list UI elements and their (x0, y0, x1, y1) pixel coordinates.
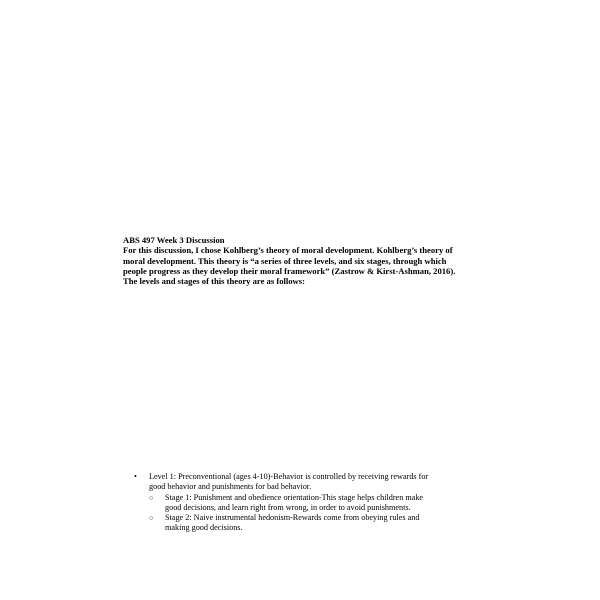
intro-line: moral development. This theory is “a series of three levels, and six stages, through which (123, 255, 447, 266)
level-1-stages-list (149, 493, 494, 534)
bullet-icon: • (134, 472, 137, 481)
document-title: ABS 497 Week 3 Discussion (123, 235, 225, 245)
level-1-text-line: Level 1: Preconventional (ages 4-10)-Behavior is controlled by receiving rewards for (149, 472, 429, 481)
hollow-bullet-icon: ○ (149, 493, 154, 502)
discussion-heading-block (123, 235, 493, 286)
list-item-stage-1 (149, 493, 494, 514)
list-item-level-1 (134, 472, 494, 493)
levels-list (134, 472, 494, 534)
intro-line: people progress as they develop their moral framework” (Zastrow & Kirst-Ashman, 2016). (123, 265, 456, 276)
stage-1-text-line: good decisions, and learn right from wrong, in order to avoid punishments. (165, 502, 411, 512)
level-1-text-line: good behavior and punishments for bad behavior. (149, 482, 312, 492)
list-item-stage-2 (149, 513, 494, 534)
intro-line: For this discussion, I chose Kohlberg’s theory of moral development. Kohlberg’s theory of (123, 245, 453, 256)
stage-2-text-line: Stage 2: Naive instrumental hedonism-Rewards come from obeying rules and (165, 513, 420, 523)
stage-1-text-line: Stage 1: Punishment and obedience orientation-This stage helps children make (165, 492, 424, 502)
intro-line: The levels and stages of this theory are as follows: (123, 276, 305, 287)
stage-2-text-line: making good decisions. (165, 523, 243, 533)
hollow-bullet-icon: ○ (149, 514, 154, 523)
